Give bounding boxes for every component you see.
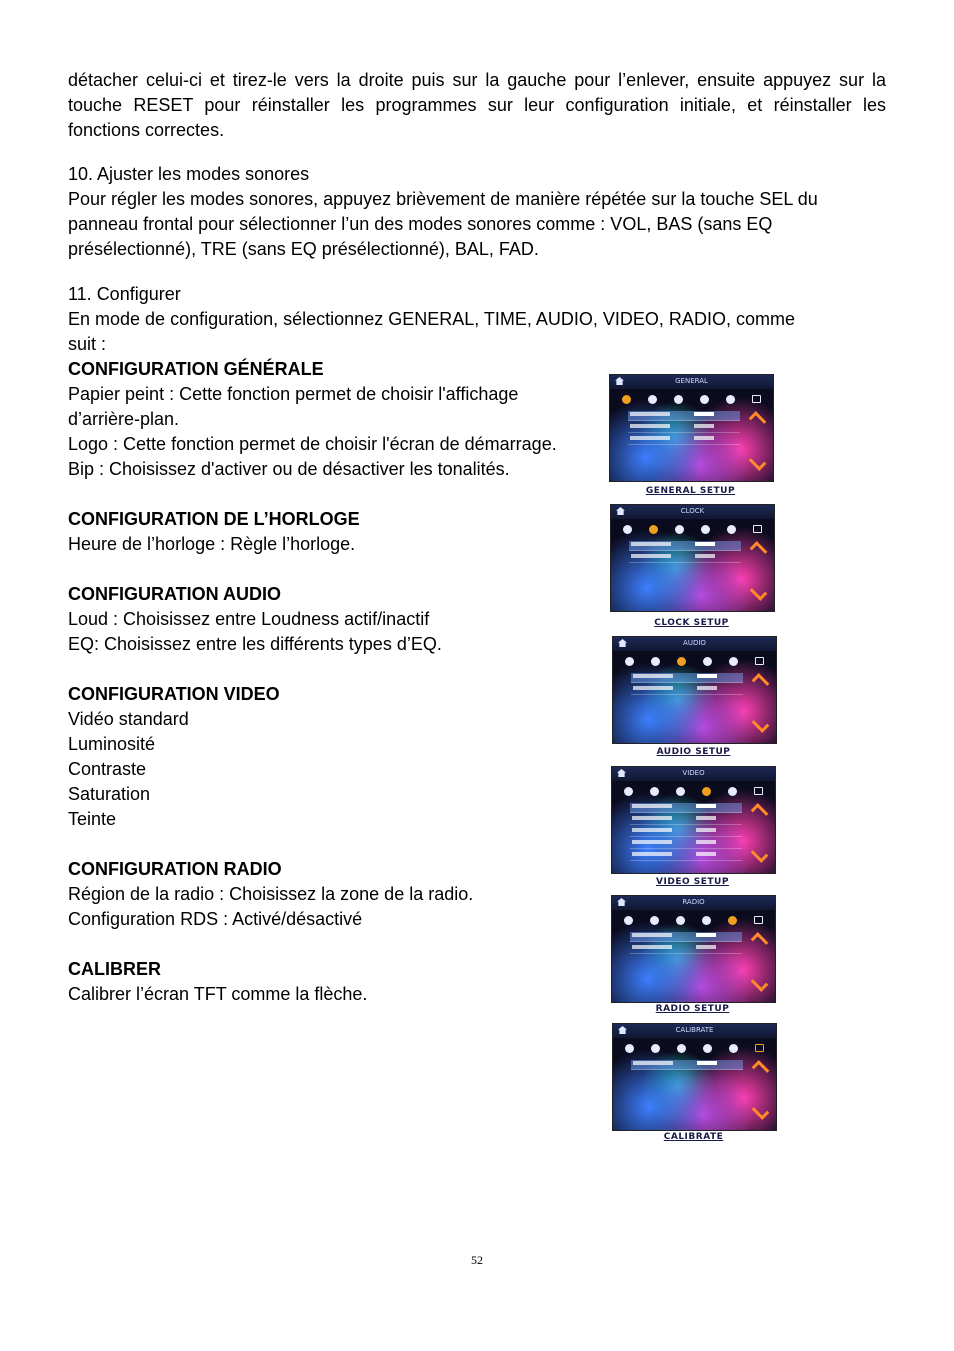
section-11-line: suit : xyxy=(68,334,107,354)
setup-screenshot xyxy=(612,636,777,744)
speaker-icon xyxy=(674,395,683,404)
screen-icon xyxy=(755,657,764,665)
setup-tab-bar xyxy=(617,1040,772,1056)
setup-screenshot xyxy=(610,504,775,612)
setting-value xyxy=(694,424,714,428)
screen-title: CLOCK xyxy=(680,507,705,515)
arrow-down-icon xyxy=(751,845,769,863)
speaker-icon xyxy=(675,525,684,534)
setup-tab-bar xyxy=(615,521,770,537)
screenshot-caption: VIDEO SETUP xyxy=(656,877,729,887)
setting-row xyxy=(630,851,742,861)
arrow-down-icon xyxy=(752,715,770,733)
setup-tab-bar xyxy=(614,391,769,407)
clock-icon xyxy=(651,657,660,666)
video-heading: CONFIGURATION VIDEO xyxy=(68,684,280,704)
section-10-line: panneau frontal pour sélectionner l’un des modes sonores comme : VOL, BAS (sans EQ xyxy=(68,214,773,234)
setup-tab-bar xyxy=(616,783,771,799)
calibrer-line: Calibrer l’écran TFT comme la flèche. xyxy=(68,984,368,1004)
general-line: Bip : Choisissez d'activer ou de désactiver les tonalités. xyxy=(68,459,510,479)
video-icon xyxy=(702,787,711,796)
setup-tab-bar xyxy=(617,653,772,669)
clock-section xyxy=(68,507,598,557)
video-icon xyxy=(703,1044,712,1053)
setting-value xyxy=(697,686,717,690)
setting-row xyxy=(628,411,740,421)
video-icon xyxy=(701,525,710,534)
setup-screenshot xyxy=(611,895,776,1003)
screen-icon xyxy=(755,1044,764,1052)
setting-value xyxy=(697,674,717,678)
setting-row xyxy=(630,839,742,849)
screen-title: AUDIO xyxy=(683,639,706,647)
setting-label xyxy=(631,542,671,546)
setting-label xyxy=(632,840,672,844)
arrow-down-icon xyxy=(749,453,767,471)
setting-label xyxy=(632,816,672,820)
speaker-icon xyxy=(676,916,685,925)
arrow-up-icon xyxy=(752,673,770,691)
radio-section xyxy=(68,857,598,932)
arrow-down-icon xyxy=(750,583,768,601)
screen-title: CALIBRATE xyxy=(675,1026,714,1034)
video-line: Saturation xyxy=(68,784,151,804)
arrow-up-icon xyxy=(751,932,769,950)
calibrer-heading: CALIBRER xyxy=(68,959,161,979)
speaker-icon xyxy=(677,657,686,666)
screen-titlebar xyxy=(613,637,776,651)
setting-row xyxy=(628,435,740,445)
clock-icon xyxy=(651,1044,660,1053)
arrow-down-icon xyxy=(752,1102,770,1120)
general-section xyxy=(68,357,598,482)
screen-icon xyxy=(752,395,761,403)
video-line: Luminosité xyxy=(68,734,156,754)
setting-value xyxy=(696,804,716,808)
calibrer-section xyxy=(68,957,598,1007)
speaker-icon xyxy=(677,1044,686,1053)
radio-line: Configuration RDS : Activé/désactivé xyxy=(68,909,363,929)
setting-row xyxy=(630,944,742,954)
setting-label xyxy=(632,852,672,856)
setting-label xyxy=(633,1061,673,1065)
gear-icon xyxy=(624,787,633,796)
radio-icon xyxy=(729,1044,738,1053)
video-icon xyxy=(700,395,709,404)
section-11-title: 11. Configurer xyxy=(68,284,181,304)
radio-icon xyxy=(728,787,737,796)
setting-label xyxy=(631,554,671,558)
screen-titlebar xyxy=(610,375,773,389)
section-10-line: Pour régler les modes sonores, appuyez brièvement de manière répétée sur la touche SEL du xyxy=(68,189,818,209)
audio-line: Loud : Choisissez entre Loudness actif/inactif xyxy=(68,609,430,629)
gear-icon xyxy=(622,395,631,404)
setting-label xyxy=(632,828,672,832)
setting-value xyxy=(695,554,715,558)
screen-titlebar xyxy=(611,505,774,519)
setup-screenshot xyxy=(612,1023,777,1131)
section-11 xyxy=(68,282,878,357)
gear-icon xyxy=(625,1044,634,1053)
audio-section xyxy=(68,582,598,657)
setting-label xyxy=(632,804,672,808)
video-line: Teinte xyxy=(68,809,117,829)
radio-icon xyxy=(728,916,737,925)
general-line: Papier peint : Cette fonction permet de choisir l'affichage xyxy=(68,384,519,404)
setup-screenshot xyxy=(609,374,774,482)
setting-label xyxy=(632,933,672,937)
clock-heading: CONFIGURATION DE L’HORLOGE xyxy=(68,509,360,529)
clock-icon xyxy=(649,525,658,534)
setting-row xyxy=(630,932,742,942)
radio-icon xyxy=(727,525,736,534)
radio-icon xyxy=(726,395,735,404)
audio-heading: CONFIGURATION AUDIO xyxy=(68,584,281,604)
setup-screenshot xyxy=(611,766,776,874)
setting-label xyxy=(632,945,672,949)
video-line: Contraste xyxy=(68,759,147,779)
setting-value xyxy=(696,816,716,820)
setting-value xyxy=(696,852,716,856)
setting-value xyxy=(694,412,714,416)
arrow-up-icon xyxy=(750,541,768,559)
setting-row xyxy=(631,685,743,695)
setting-row xyxy=(630,815,742,825)
setup-tab-bar xyxy=(616,912,771,928)
screenshot-caption: GENERAL SETUP xyxy=(645,486,736,496)
screen-icon xyxy=(754,787,763,795)
screenshot-caption: CALIBRATE xyxy=(663,1132,724,1142)
setting-label xyxy=(630,412,670,416)
radio-line: Région de la radio : Choisissez la zone de la radio. xyxy=(68,884,474,904)
setting-row xyxy=(631,1060,743,1070)
screen-titlebar xyxy=(612,896,775,910)
setting-value xyxy=(696,933,716,937)
video-icon xyxy=(703,657,712,666)
setting-value xyxy=(697,1061,717,1065)
screen-title: RADIO xyxy=(682,898,705,906)
screen-title: VIDEO xyxy=(682,769,705,777)
screenshot-caption: AUDIO SETUP xyxy=(656,747,731,757)
general-heading: CONFIGURATION GÉNÉRALE xyxy=(68,359,324,379)
setting-value xyxy=(695,542,715,546)
arrow-up-icon xyxy=(749,411,767,429)
intro-paragraph: détacher celui-ci et tirez-le vers la droite puis sur la gauche pour l’enlever, ensuite appuyez sur la touche RESET pour réinstaller les programmes sur leur configuration initiale, et réinstaller les fonctions correctes. xyxy=(68,70,886,140)
page-number: 52 xyxy=(471,1253,483,1267)
gear-icon xyxy=(623,525,632,534)
setting-value xyxy=(696,840,716,844)
arrow-up-icon xyxy=(751,803,769,821)
arrow-down-icon xyxy=(751,974,769,992)
setting-row xyxy=(631,673,743,683)
video-icon xyxy=(702,916,711,925)
radio-icon xyxy=(729,657,738,666)
section-10-line: présélectionné), TRE (sans EQ présélectionné), BAL, FAD. xyxy=(68,239,539,259)
radio-heading: CONFIGURATION RADIO xyxy=(68,859,282,879)
screen-title: GENERAL xyxy=(675,377,708,385)
setting-label xyxy=(633,686,673,690)
clock-icon xyxy=(650,787,659,796)
setting-label xyxy=(633,674,673,678)
setting-value xyxy=(694,436,714,440)
gear-icon xyxy=(625,657,634,666)
setting-label xyxy=(630,436,670,440)
setting-row xyxy=(630,803,742,813)
section-11-line: En mode de configuration, sélectionnez GENERAL, TIME, AUDIO, VIDEO, RADIO, comme xyxy=(68,309,795,329)
arrow-up-icon xyxy=(752,1060,770,1078)
screenshot-caption: RADIO SETUP xyxy=(655,1004,730,1014)
clock-line: Heure de l’horloge : Règle l’horloge. xyxy=(68,534,356,554)
setting-row xyxy=(629,541,741,551)
general-line: d’arrière-plan. xyxy=(68,409,180,429)
setting-row xyxy=(629,553,741,563)
video-section xyxy=(68,682,598,832)
setting-row xyxy=(630,827,742,837)
screen-titlebar xyxy=(613,1024,776,1038)
setting-label xyxy=(630,424,670,428)
screen-titlebar xyxy=(612,767,775,781)
video-line: Vidéo standard xyxy=(68,709,189,729)
setting-value xyxy=(696,945,716,949)
screen-icon xyxy=(753,525,762,533)
screen-icon xyxy=(754,916,763,924)
setting-value xyxy=(696,828,716,832)
audio-line: EQ: Choisissez entre les différents types d’EQ. xyxy=(68,634,442,654)
screenshot-caption: CLOCK SETUP xyxy=(654,618,729,628)
section-10-title: 10. Ajuster les modes sonores xyxy=(68,164,310,184)
speaker-icon xyxy=(676,787,685,796)
general-line: Logo : Cette fonction permet de choisir l'écran de démarrage. xyxy=(68,434,557,454)
gear-icon xyxy=(624,916,633,925)
section-10 xyxy=(68,162,878,262)
setting-row xyxy=(628,423,740,433)
clock-icon xyxy=(648,395,657,404)
clock-icon xyxy=(650,916,659,925)
